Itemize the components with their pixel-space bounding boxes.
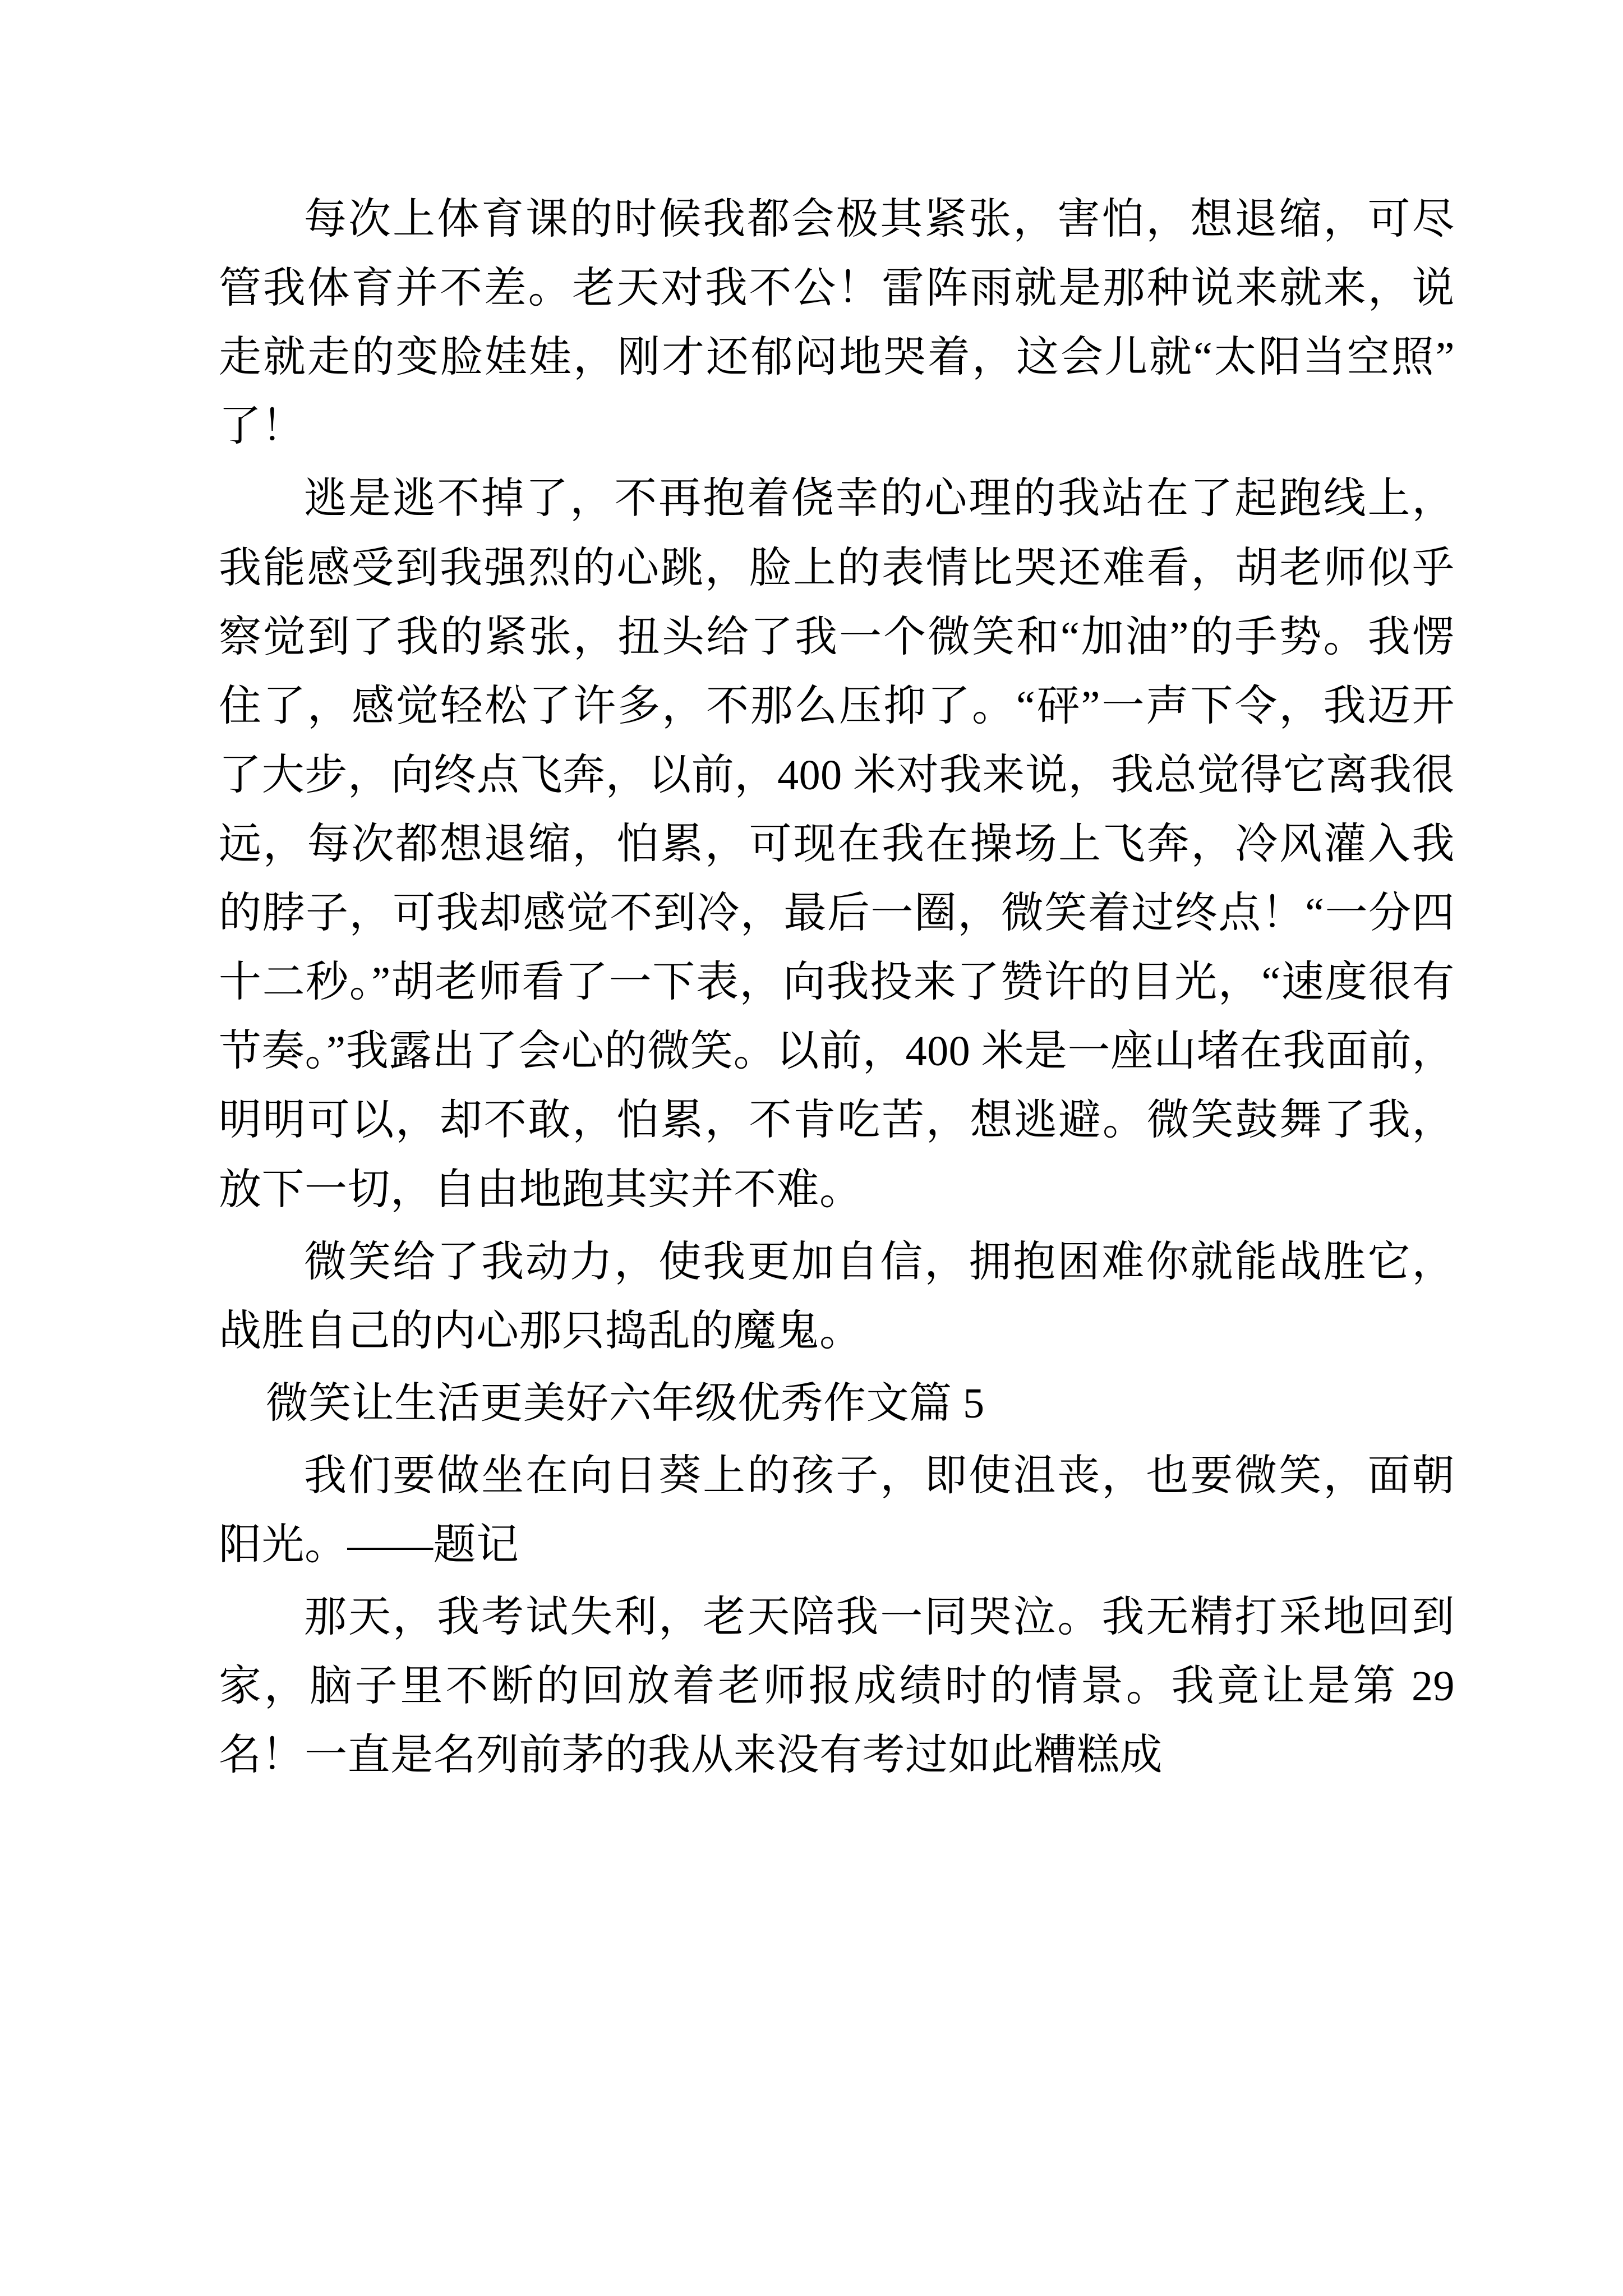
paragraph: 逃是逃不掉了，不再抱着侥幸的心理的我站在了起跑线上，我能感受到我强烈的心跳，脸上的表情比哭还难看，胡老师似乎察觉到了我的紧张，扭头给了我一个微笑和“加油”的手势。我愣住了，感觉轻松了许多，不那么压抑了。“砰”一声下令，我迈开了大步，向终点飞奔，以前，400 米对我来说，我总觉得它离我很远，每次都想退缩，怕累，可现在我在操场上飞奔，冷风灌入我的脖子，可我却感觉不到冷，最后一圈，微笑着过终点！“一分四十二秒。”胡老师看了一下表，向我投来了赞许的目光，“速度很有节奏。”我露出了会心的微笑。以前，400 米是一座山堵在我面前，明明可以，却不敢，怕累，不肯吃苦，想逃避。微笑鼓舞了我，放下一切，自由地跑其实并不难。 [219, 475, 1455, 1213]
section-heading: 微笑让生活更美好六年级优秀作文篇 5 [265, 1379, 985, 1427]
paragraph: 我们要做坐在向日葵上的孩子，即使沮丧，也要微笑，面朝阳光。——题记 [219, 1452, 1455, 1569]
paragraph: 每次上体育课的时候我都会极其紧张，害怕，想退缩，可尽管我体育并不差。老天对我不公！雷阵雨就是那种说来就来，说走就走的变脸娃娃，刚才还郁闷地哭着，这会儿就“太阳当空照”了！ [219, 196, 1455, 450]
paragraph: 那天，我考试失利，老天陪我一同哭泣。我无精打采地回到家，脑子里不断的回放着老师报成绩时的情景。我竟让是第 29 名！一直是名列前茅的我从来没有考过如此糟糕成 [219, 1594, 1455, 1779]
paragraph: 微笑给了我动力，使我更加自信，拥抱困难你就能战胜它，战胜自己的内心那只捣乱的魔鬼。 [219, 1238, 1455, 1355]
document-body [219, 185, 1455, 1791]
